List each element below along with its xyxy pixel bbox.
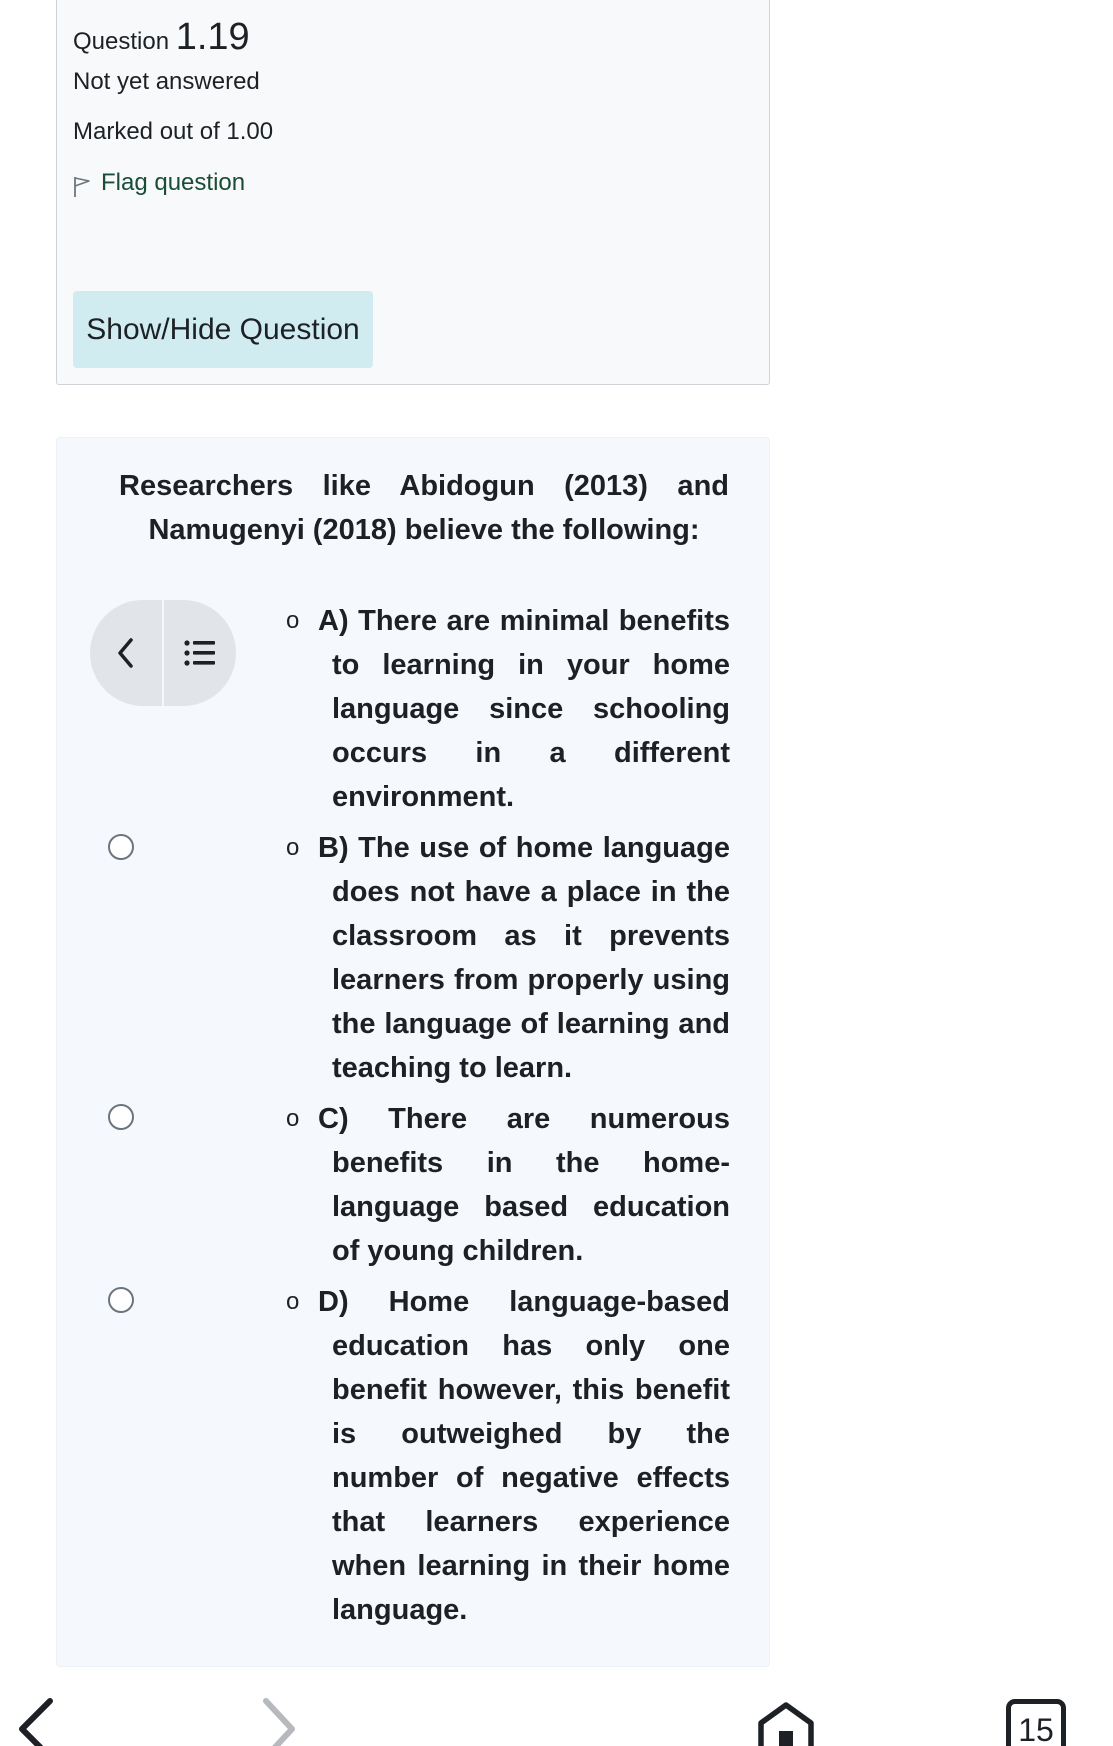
question-info-panel	[56, 0, 770, 385]
option-text: B) The use of home language does not have a place in the classroom as it prevents learners from properly using the language of learning and teaching to learn.	[318, 832, 730, 1084]
answer-radio-d[interactable]	[108, 1287, 134, 1313]
previous-button[interactable]	[90, 600, 162, 706]
list-icon	[183, 638, 217, 668]
question-number: 1.19	[175, 16, 250, 58]
question-label: Question	[73, 28, 170, 55]
quiz-navigation-pill	[90, 600, 240, 706]
option-bullet: o	[286, 1105, 300, 1132]
quiz-index-button[interactable]	[164, 600, 236, 706]
option-text: C) There are numerous benefits in the home-language based education of young children.	[318, 1103, 730, 1267]
home-icon[interactable]	[756, 1701, 816, 1746]
option-text: D) Home language-based education has only one benefit however, this benefit is outweighed by the number of negative effects that learners experience when learning in their home language.	[318, 1286, 730, 1626]
question-grade: Marked out of 1.00	[73, 118, 274, 145]
option-text: A) There are minimal benefits to learning in your home language since schooling occurs in a different environment.	[318, 605, 730, 813]
browser-bottom-bar	[0, 1667, 1113, 1746]
answer-option-c[interactable]	[286, 1097, 730, 1273]
question-state: Not yet answered	[73, 68, 260, 95]
option-bullet: o	[286, 1288, 300, 1315]
answer-radio-b[interactable]	[108, 834, 134, 860]
show-hide-question-button[interactable]: Show/Hide Question	[73, 291, 373, 368]
answer-option-a[interactable]	[286, 599, 730, 819]
flag-question-link[interactable]	[73, 168, 245, 198]
tab-count: 15	[1018, 1711, 1054, 1746]
question-title	[73, 16, 250, 59]
option-bullet: o	[286, 607, 300, 634]
back-icon[interactable]	[12, 1697, 56, 1746]
tabs-button[interactable]	[1006, 1699, 1066, 1746]
flag-icon	[73, 176, 91, 198]
answer-option-d[interactable]	[286, 1280, 730, 1632]
question-text: Researchers like Abidogun (2013) and Namugenyi (2018) believe the following:	[119, 470, 729, 546]
answer-radio-c[interactable]	[108, 1104, 134, 1130]
forward-icon[interactable]	[258, 1697, 302, 1746]
chevron-left-icon	[112, 635, 140, 671]
option-bullet: o	[286, 834, 300, 861]
flag-question-label: Flag question	[101, 169, 246, 196]
answer-option-b[interactable]	[286, 826, 730, 1090]
